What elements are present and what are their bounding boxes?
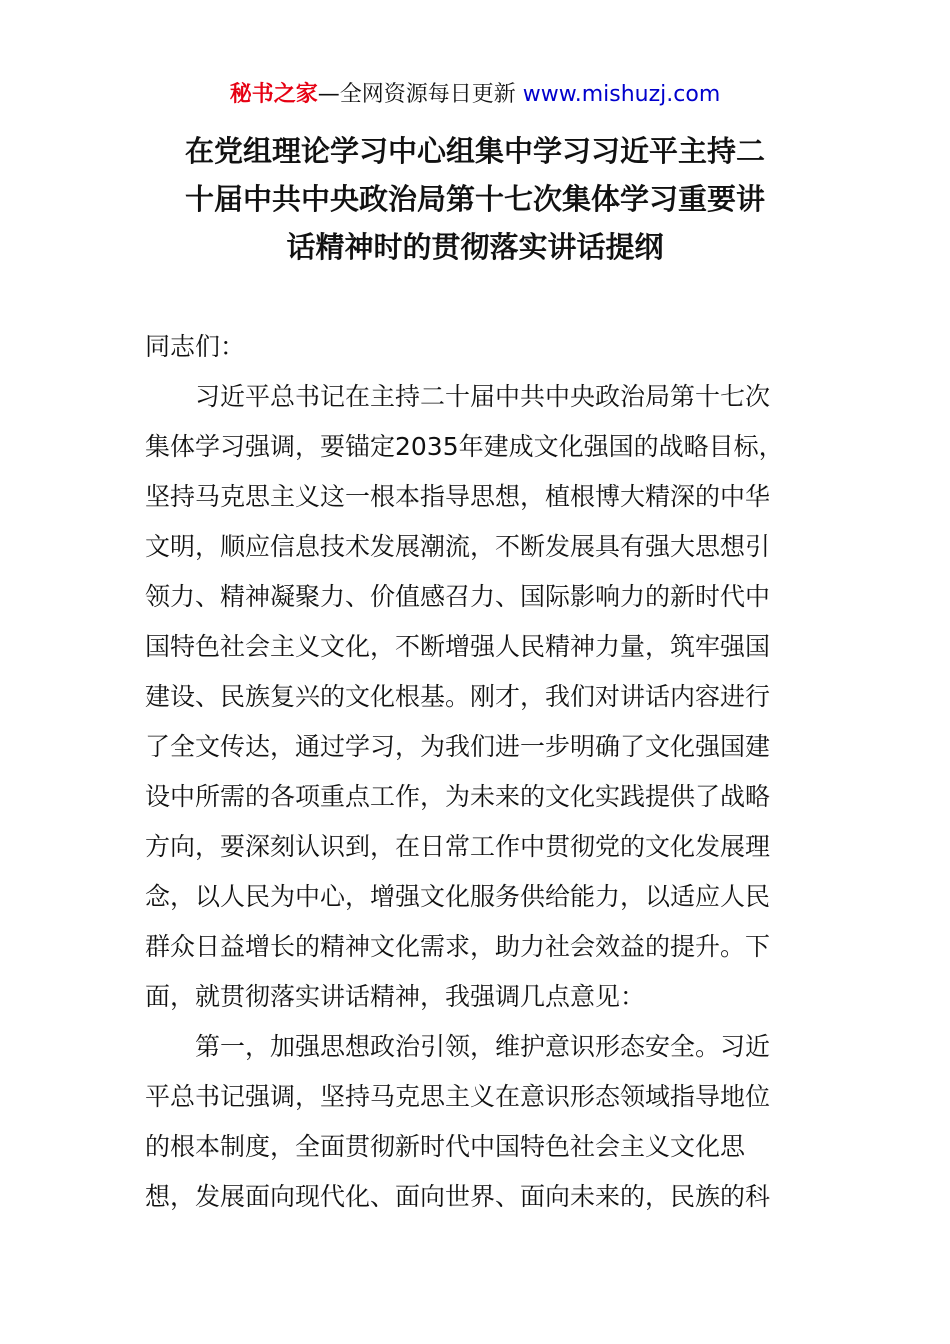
paragraph-line: 坚持马克思主义这一根本指导思想，植根博大精深的中华	[145, 482, 771, 511]
paragraph-line: 设中所需的各项重点工作，为未来的文化实践提供了战略	[145, 782, 771, 811]
paragraph-line: 想，发展面向现代化、面向世界、面向未来的，民族的科	[145, 1182, 771, 1211]
paragraph-line: 方向，要深刻认识到，在日常工作中贯彻党的文化发展理	[145, 832, 771, 861]
paragraph-line: 念，以人民为中心，增强文化服务供给能力，以适应人民	[145, 882, 771, 911]
paragraph-line: 平总书记强调，坚持马克思主义在意识形态领域指导地位	[145, 1082, 771, 1111]
document-title	[140, 127, 810, 271]
paragraph-line: 面，就贯彻落实讲话精神，我强调几点意见：	[145, 982, 646, 1011]
paragraph-line: 集体学习强调，要锚定2035年建成文化强国的战略目标，	[145, 432, 784, 461]
site-brand: 秘书之家	[229, 82, 318, 107]
paragraph-line: 建设、民族复兴的文化根基。刚才，我们对讲话内容进行	[145, 682, 771, 711]
paragraph-line: 习近平总书记在主持二十届中共中央政治局第十七次	[195, 382, 771, 411]
site-url-link[interactable]: www.mishuzj.com	[522, 82, 721, 107]
paragraph-line: 文明，顺应信息技术发展潮流，不断发展具有强大思想引	[145, 532, 771, 561]
title-line: 话精神时的贯彻落实讲话提纲	[286, 230, 664, 264]
paragraph-line: 的根本制度，全面贯彻新时代中国特色社会主义文化思	[145, 1132, 746, 1161]
site-tagline: —全网资源每日更新	[317, 82, 523, 107]
salutation: 同志们：	[145, 332, 246, 361]
paragraph-line: 领力、精神凝聚力、价值感召力、国际影响力的新时代中	[145, 582, 771, 611]
title-line: 在党组理论学习中心组集中学习习近平主持二	[184, 134, 765, 168]
paragraph-line: 第一，加强思想政治引领，维护意识形态安全。习近	[195, 1032, 771, 1061]
title-line: 十届中共中央政治局第十七次集体学习重要讲	[184, 182, 765, 216]
paragraph-line: 群众日益增长的精神文化需求，助力社会效益的提升。下	[145, 932, 771, 961]
paragraph-line: 了全文传达，通过学习，为我们进一步明确了文化强国建	[145, 732, 771, 761]
paragraph-line: 国特色社会主义文化，不断增强人民精神力量，筑牢强国	[145, 632, 771, 661]
site-header	[0, 80, 950, 110]
document-body	[145, 322, 810, 1222]
